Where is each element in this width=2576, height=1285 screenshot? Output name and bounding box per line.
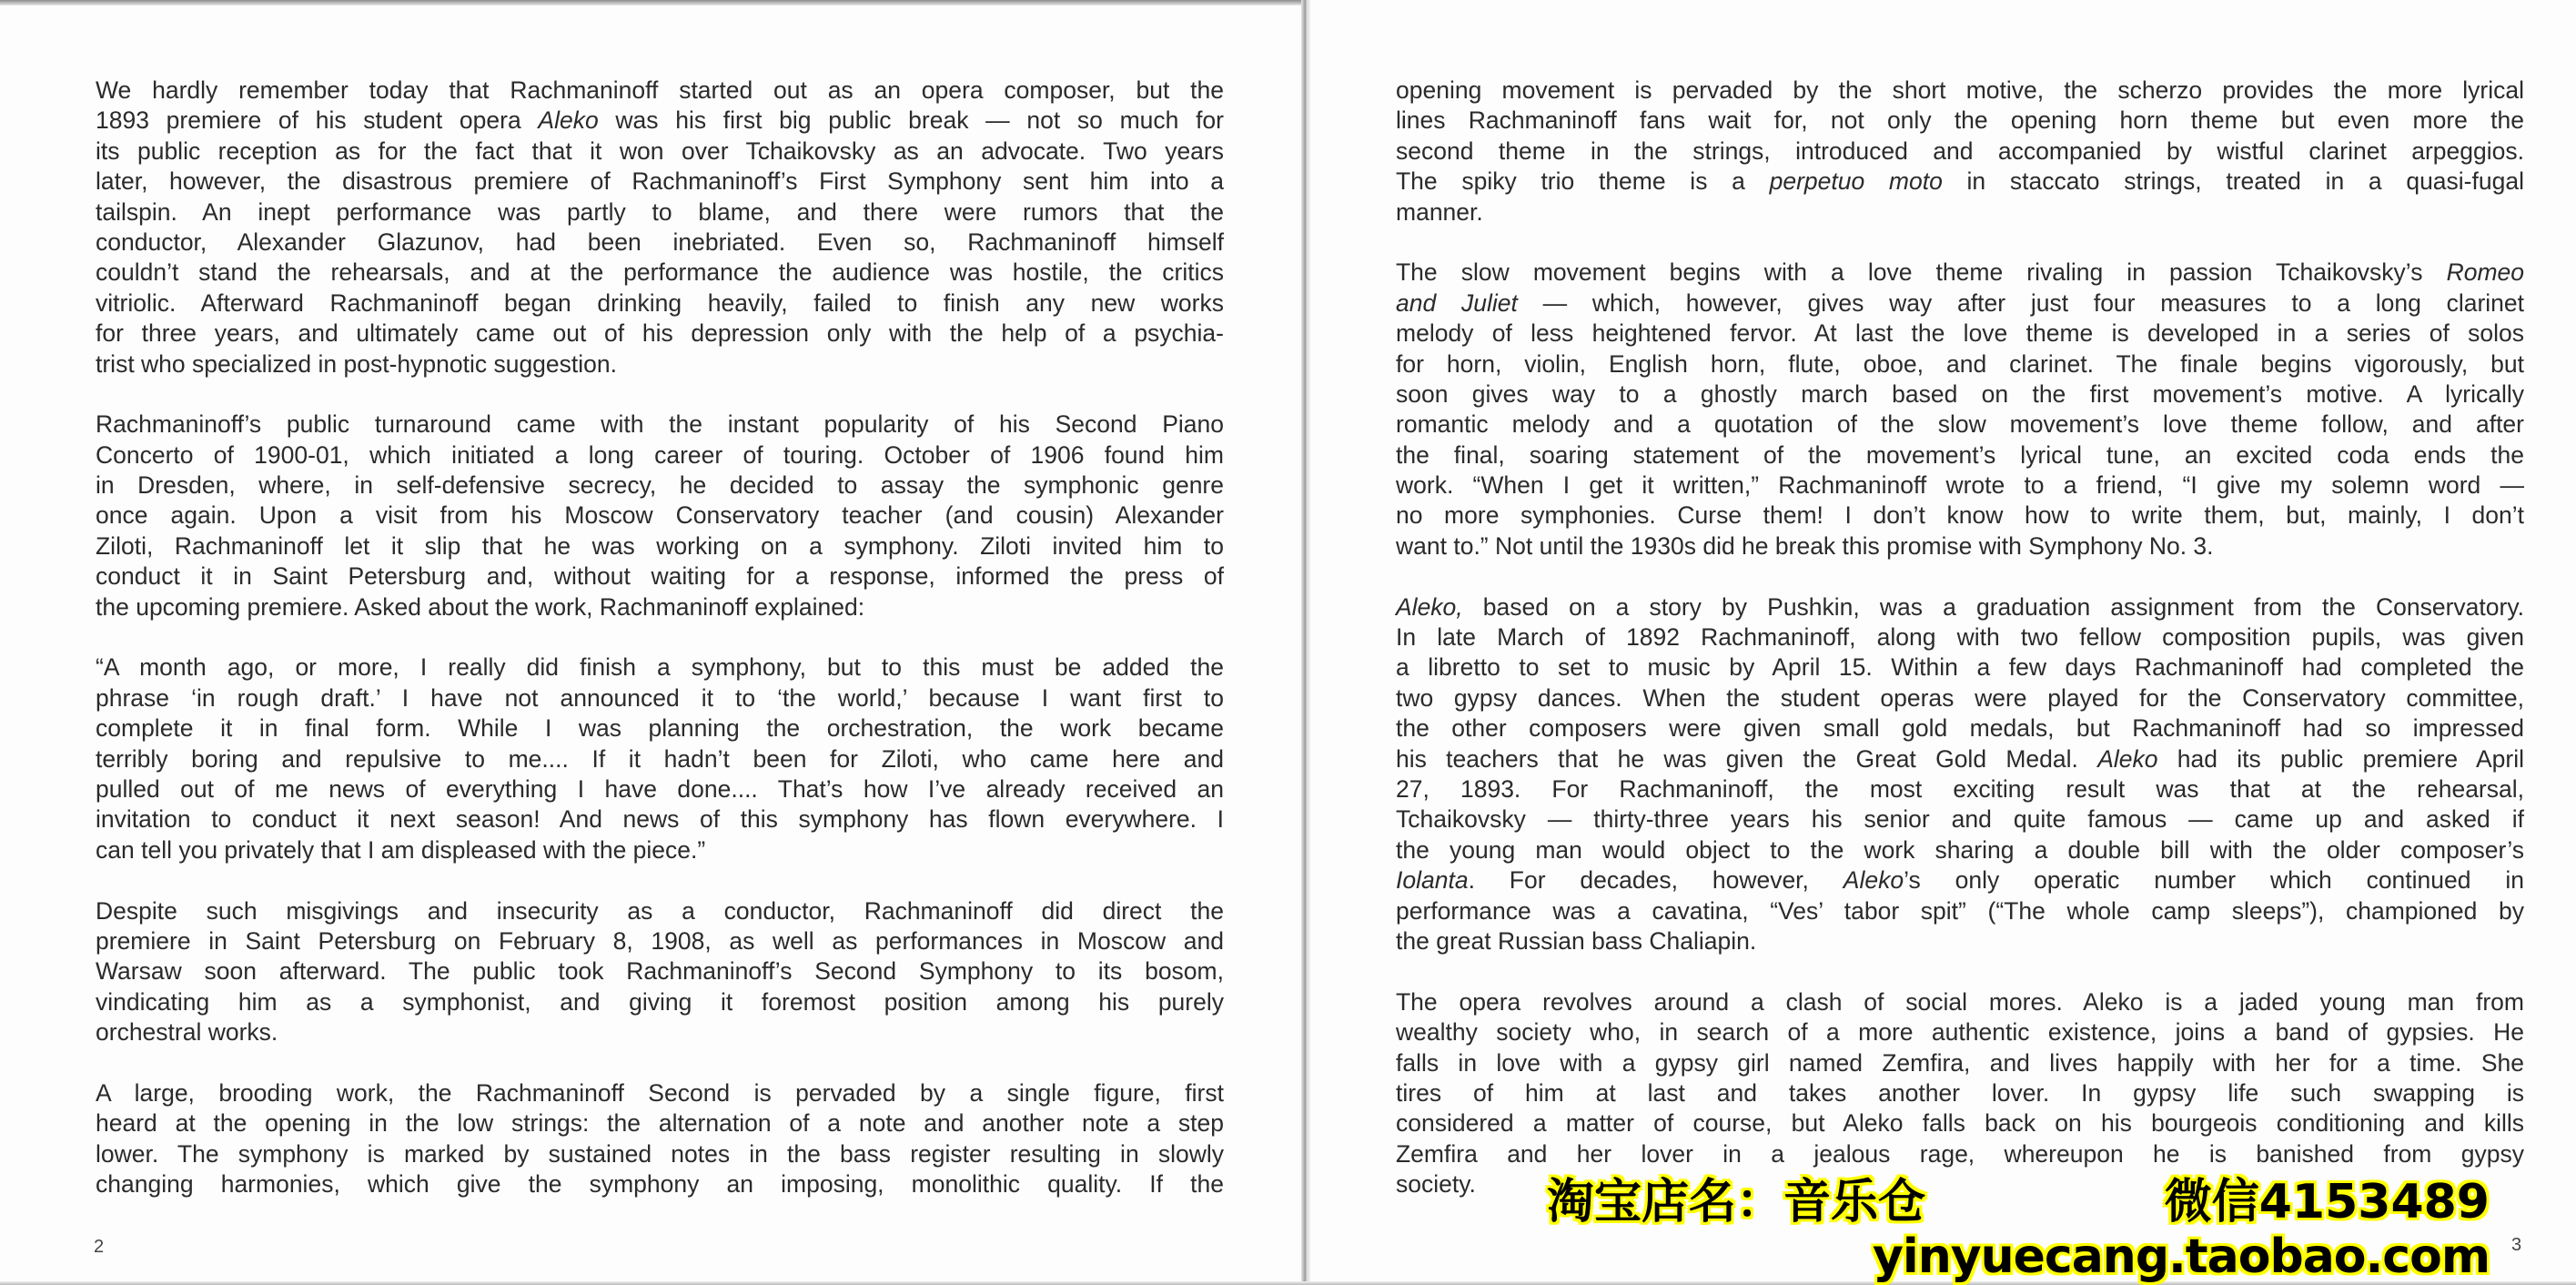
text-line xyxy=(96,956,1224,987)
paragraph xyxy=(96,76,1224,379)
text-segment: romantic melody and a quotation of the slow movement’s love theme follow, and after xyxy=(1396,410,2524,439)
text-line xyxy=(96,228,1224,258)
text-line xyxy=(1396,592,2524,622)
text-line xyxy=(96,410,1224,440)
text-line xyxy=(96,106,1224,136)
text-segment: had its public premiere April xyxy=(2157,744,2524,773)
text-segment: terribly boring and repulsive to me.... If it hadn’t been for Ziloti, who came here and xyxy=(96,744,1224,773)
text-segment: the young man would object to the work sharing a double bill with the older composer’s xyxy=(1396,835,2524,864)
text-line xyxy=(1396,1048,2524,1078)
text-segment: Ziloti, Rachmaninoff let it slip that he was working on a symphony. Ziloti invited him to xyxy=(96,531,1224,560)
text-line xyxy=(1396,1139,2524,1169)
text-segment: society. xyxy=(1396,1170,1476,1199)
text-line xyxy=(96,288,1224,319)
text-line xyxy=(96,531,1224,562)
text-segment: premiere in Saint Petersburg on February 8, 1908, as well as performances in Moscow and xyxy=(96,926,1224,955)
text-segment: “A month ago, or more, I really did finish a symphony, but to this must be added the xyxy=(96,653,1224,682)
text-segment: Zemfira and her lover in a jealous rage, whereupon he is banished from gypsy xyxy=(1396,1139,2524,1168)
text-segment: soon gives way to a ghostly march based on the first movement’s motive. A lyrically xyxy=(1396,379,2524,408)
text-segment: manner. xyxy=(1396,197,1483,226)
text-line xyxy=(1396,288,2524,319)
text-segment: orchestral works. xyxy=(96,1018,278,1047)
text-segment: heard at the opening in the low strings: the alternation of a note and another note a step xyxy=(96,1109,1224,1138)
text-segment: once again. Upon a visit from his Moscow Conservatory teacher (and cousin) Alexander xyxy=(96,501,1224,530)
text-segment: the other composers were given small gold medals, but Rachmaninoff had so impressed xyxy=(1396,714,2524,743)
text-segment: vitriolic. Afterward Rachmaninoff began drinking heavily, failed to finish any new works xyxy=(96,288,1224,317)
text-segment: want to.” Not until the 1930s did he break this promise with Symphony No. 3. xyxy=(1396,531,2214,560)
text-segment: the final, soaring statement of the movement’s lyrical tune, an excited coda ends the xyxy=(1396,440,2524,469)
text-line xyxy=(1396,167,2524,197)
text-line xyxy=(96,137,1224,167)
text-line xyxy=(1396,197,2524,228)
text-line xyxy=(1396,410,2524,440)
paragraph xyxy=(96,896,1224,1048)
text-line xyxy=(96,167,1224,197)
text-line xyxy=(96,653,1224,683)
text-segment: in staccato strings, treated in a quasi-fugal xyxy=(1942,167,2524,196)
paragraph xyxy=(96,653,1224,865)
text-line xyxy=(1396,987,2524,1017)
left-page-text xyxy=(96,76,1224,1230)
text-line xyxy=(96,440,1224,470)
text-segment: The slow movement begins with a love theme rivaling in passion Tchaikovsky’s xyxy=(1396,258,2447,287)
italic-title: perpetuo moto xyxy=(1769,167,1943,196)
text-line xyxy=(1396,106,2524,136)
text-segment: considered a matter of course, but Aleko falls back on his bourgeois conditioning and kills xyxy=(1396,1109,2524,1138)
text-line xyxy=(1396,470,2524,501)
paragraph xyxy=(1396,987,2524,1200)
text-line xyxy=(1396,896,2524,926)
text-segment: two gypsy dances. When the student operas were played for the Conservatory committee, xyxy=(1396,683,2524,712)
text-line xyxy=(96,896,1224,926)
watermark-shop-name: 淘宝店名：音乐仓 xyxy=(1547,1175,1926,1229)
text-line xyxy=(96,319,1224,349)
text-line xyxy=(96,804,1224,835)
text-segment: melody of less heightened fervor. At last the love theme is developed in a series of solos xyxy=(1396,319,2524,348)
text-segment: Tchaikovsky — thirty-three years his senior and quite famous — came up and asked if xyxy=(1396,805,2524,834)
text-line xyxy=(96,562,1224,592)
text-segment: Warsaw soon afterward. The public took Rachmaninoff’s Second Symphony to its bosom, xyxy=(96,957,1224,986)
text-line xyxy=(1396,349,2524,379)
italic-title: Romeo xyxy=(2446,258,2524,287)
text-segment: vindicating him as a symphonist, and giving it foremost position among his purely xyxy=(96,987,1224,1016)
text-segment: performance was a cavatina, “Ves’ tabor spit” (“The whole camp sleeps”), championed by xyxy=(1396,896,2524,925)
text-line xyxy=(96,926,1224,956)
text-segment: conductor, Alexander Glazunov, had been inebriated. Even so, Rachmaninoff himself xyxy=(96,228,1224,256)
text-segment: based on a story by Pushkin, was a graduation assignment from the Conservatory. xyxy=(1462,592,2524,621)
text-line xyxy=(1396,440,2524,470)
text-segment: was his first big public break — not so much for xyxy=(598,106,1224,135)
text-segment: his teachers that he was given the Great Gold Medal. xyxy=(1396,744,2098,773)
text-line xyxy=(96,592,1224,622)
text-segment: in Dresden, where, in self-defensive secrecy, he decided to assay the symphonic genre xyxy=(96,471,1224,500)
text-segment: work. “When I get it written,” Rachmaninoff wrote to a friend, “I give my solemn word — xyxy=(1396,471,2524,500)
page-number-left: 2 xyxy=(94,1237,105,1257)
text-segment: A large, brooding work, the Rachmaninoff Second is pervaded by a single figure, first xyxy=(96,1078,1224,1107)
text-segment: pulled out of me news of everything I have done.... That’s how I’ve already received an xyxy=(96,774,1224,803)
text-line xyxy=(96,197,1224,228)
text-line xyxy=(1396,501,2524,531)
text-segment: trist who specialized in post-hypnotic suggestion. xyxy=(96,349,617,378)
text-segment: for horn, violin, English horn, flute, oboe, and clarinet. The finale begins vigorously, but xyxy=(1396,349,2524,378)
text-segment: no more symphonies. Curse them! I don’t know how to write them, but, mainly, I don’t xyxy=(1396,501,2524,530)
text-line xyxy=(1396,258,2524,288)
text-line xyxy=(1396,835,2524,865)
text-line xyxy=(1396,76,2524,106)
text-line xyxy=(96,713,1224,744)
text-segment: — which, however, gives way after just four measures to a long clarinet xyxy=(1517,288,2524,317)
text-segment: 27, 1893. For Rachmaninoff, the most exciting result was that at the rehearsal, xyxy=(1396,774,2524,803)
italic-title: Aleko xyxy=(2097,744,2158,773)
paragraph xyxy=(1396,592,2524,957)
text-line xyxy=(1396,1108,2524,1138)
text-line xyxy=(96,1169,1224,1199)
text-line xyxy=(96,1017,1224,1047)
text-line xyxy=(1396,622,2524,653)
text-segment: lines Rachmaninoff fans wait for, not only the opening horn theme but even more the xyxy=(1396,106,2524,135)
text-segment: complete it in final form. While I was planning the orchestration, the work became xyxy=(96,714,1224,743)
text-segment: ’s only operatic number which continued in xyxy=(1904,866,2524,895)
text-segment: The spiky trio theme is a xyxy=(1396,167,1770,196)
text-segment: later, however, the disastrous premiere of Rachmaninoff’s First Symphony sent him into a xyxy=(96,167,1224,196)
italic-title: and Juliet xyxy=(1396,288,1518,317)
watermark-url: yinyuecang.taobao.com xyxy=(1872,1229,2490,1284)
text-segment: The opera revolves around a clash of social mores. Aleko is a jaded young man from xyxy=(1396,987,2524,1016)
text-line xyxy=(96,774,1224,804)
text-line xyxy=(1396,865,2524,895)
watermark-wechat: 微信4153489 xyxy=(2164,1175,2490,1229)
text-line xyxy=(96,501,1224,531)
text-segment: We hardly remember today that Rachmaninoff started out as an opera composer, but the xyxy=(96,76,1224,104)
paragraph xyxy=(1396,258,2524,562)
italic-title: Iolanta xyxy=(1396,866,1469,895)
text-line xyxy=(96,349,1224,379)
text-line xyxy=(1396,531,2524,562)
text-line xyxy=(1396,713,2524,744)
text-line xyxy=(1396,804,2524,835)
italic-title: Aleko xyxy=(1843,866,1904,895)
page-number-right: 3 xyxy=(2511,1235,2522,1255)
text-segment: second theme in the strings, introduced and accompanied by wistful clarinet arpeggios. xyxy=(1396,137,2524,165)
text-segment: phrase ‘in rough draft.’ I have not announced it to ‘the world,’ because I want first to xyxy=(96,683,1224,712)
text-segment: Rachmaninoff’s public turnaround came with the instant popularity of his Second Piano xyxy=(96,410,1224,439)
right-page-text xyxy=(1396,76,2524,1230)
paragraph xyxy=(96,1078,1224,1200)
paragraph xyxy=(96,410,1224,622)
text-line xyxy=(96,258,1224,288)
text-segment: lower. The symphony is marked by sustained notes in the bass register resulting in slowly xyxy=(96,1139,1224,1168)
italic-title: Aleko xyxy=(538,106,599,135)
text-line xyxy=(96,683,1224,713)
scan-top-edge xyxy=(0,0,1310,5)
text-line xyxy=(1396,319,2524,349)
text-segment: In late March of 1892 Rachmaninoff, along with two fellow composition pupils, was given xyxy=(1396,623,2524,652)
text-segment: can tell you privately that I am displeased with the piece.” xyxy=(96,835,706,864)
text-segment: falls in love with a gypsy girl named Zemfira, and lives happily with her for a time. She xyxy=(1396,1048,2524,1077)
text-segment: couldn’t stand the rehearsals, and at the performance the audience was hostile, the critics xyxy=(96,258,1224,287)
text-line xyxy=(1396,379,2524,410)
booklet-spine xyxy=(1301,0,1310,1285)
text-line xyxy=(1396,926,2524,956)
text-line xyxy=(96,1108,1224,1138)
text-line xyxy=(1396,774,2524,804)
text-segment: opening movement is pervaded by the short motive, the scherzo provides the more lyrical xyxy=(1396,76,2524,104)
text-segment: . For decades, however, xyxy=(1468,866,1844,895)
text-segment: wealthy society who, in search of a more authentic existence, joins a band of gypsies. He xyxy=(1396,1018,2524,1047)
text-segment: 1893 premiere of his student opera xyxy=(96,106,539,135)
text-segment: for three years, and ultimately came out of his depression only with the help of a psychia- xyxy=(96,319,1224,348)
text-segment: the great Russian bass Chaliapin. xyxy=(1396,926,1757,955)
text-line xyxy=(1396,653,2524,683)
text-segment: changing harmonies, which give the symphony an imposing, monolithic quality. If the xyxy=(96,1170,1224,1199)
text-line xyxy=(1396,683,2524,713)
text-line xyxy=(96,1139,1224,1169)
text-segment: tires of him at last and takes another lover. In gypsy life such swapping is xyxy=(1396,1078,2524,1107)
paragraph xyxy=(1396,76,2524,228)
text-line xyxy=(96,987,1224,1017)
text-segment: its public reception as for the fact that it won over Tchaikovsky as an advocate. Two years xyxy=(96,137,1224,165)
text-line xyxy=(96,76,1224,106)
text-line xyxy=(96,835,1224,865)
text-segment: Despite such misgivings and insecurity as a conductor, Rachmaninoff did direct the xyxy=(96,896,1224,925)
text-line xyxy=(1396,137,2524,167)
text-segment: the upcoming premiere. Asked about the work, Rachmaninoff explained: xyxy=(96,592,865,621)
text-segment: invitation to conduct it next season! And news of this symphony has flown everywhere. I xyxy=(96,805,1224,834)
text-line xyxy=(96,1078,1224,1108)
text-segment: conduct it in Saint Petersburg and, without waiting for a response, informed the press of xyxy=(96,562,1224,591)
text-line xyxy=(96,470,1224,501)
text-line xyxy=(96,744,1224,774)
text-segment: Concerto of 1900-01, which initiated a long career of touring. October of 1906 found him xyxy=(96,440,1224,469)
text-segment: a libretto to set to music by April 15. Within a few days Rachmaninoff had completed the xyxy=(1396,653,2524,682)
text-line xyxy=(1396,1078,2524,1108)
text-line xyxy=(1396,744,2524,774)
text-segment: tailspin. An inept performance was partly to blame, and there were rumors that the xyxy=(96,197,1224,226)
italic-title: Aleko, xyxy=(1396,592,1463,621)
text-line xyxy=(1396,1017,2524,1047)
